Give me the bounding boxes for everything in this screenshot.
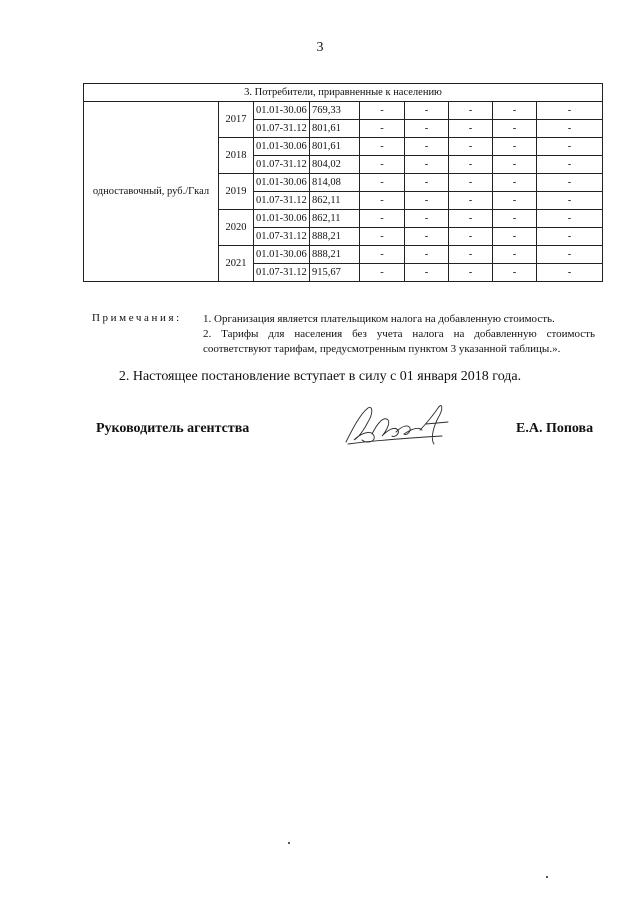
dash-cell: - <box>360 192 405 210</box>
dash-cell: - <box>360 228 405 246</box>
year-cell: 2019 <box>219 174 254 210</box>
year-cell: 2021 <box>219 246 254 282</box>
dash-cell: - <box>493 192 537 210</box>
period-cell: 01.07-31.12 <box>254 228 310 246</box>
dash-cell: - <box>537 102 603 120</box>
dash-cell: - <box>360 156 405 174</box>
dash-cell: - <box>449 264 493 282</box>
dash-cell: - <box>537 174 603 192</box>
value-cell: 801,61 <box>310 120 360 138</box>
dash-cell: - <box>405 210 449 228</box>
notes-label: Примечания: <box>92 312 182 324</box>
period-cell: 01.07-31.12 <box>254 156 310 174</box>
signer-name: Е.А. Попова <box>516 421 594 436</box>
dash-cell: - <box>537 192 603 210</box>
dash-cell: - <box>449 174 493 192</box>
period-cell: 01.01-30.06 <box>254 102 310 120</box>
period-cell: 01.07-31.12 <box>254 120 310 138</box>
value-cell: 915,67 <box>310 264 360 282</box>
dash-cell: - <box>493 174 537 192</box>
dash-cell: - <box>537 228 603 246</box>
dash-cell: - <box>405 102 449 120</box>
period-cell: 01.07-31.12 <box>254 264 310 282</box>
dash-cell: - <box>449 210 493 228</box>
dash-cell: - <box>493 102 537 120</box>
period-cell: 01.01-30.06 <box>254 174 310 192</box>
value-cell: 862,11 <box>310 210 360 228</box>
dash-cell: - <box>493 156 537 174</box>
value-cell: 862,11 <box>310 192 360 210</box>
dash-cell: - <box>405 174 449 192</box>
table-row <box>84 102 603 120</box>
dash-cell: - <box>405 120 449 138</box>
dash-cell: - <box>405 246 449 264</box>
dash-cell: - <box>493 138 537 156</box>
dash-cell: - <box>405 264 449 282</box>
dash-cell: - <box>405 192 449 210</box>
dash-cell: - <box>537 264 603 282</box>
value-cell: 814,08 <box>310 174 360 192</box>
value-cell: 888,21 <box>310 246 360 264</box>
dash-cell: - <box>449 228 493 246</box>
value-cell: 769,33 <box>310 102 360 120</box>
section-title: 3. Потребители, приравненные к населению <box>84 84 603 102</box>
period-cell: 01.07-31.12 <box>254 192 310 210</box>
dash-cell: - <box>493 120 537 138</box>
dash-cell: - <box>360 138 405 156</box>
dash-cell: - <box>360 246 405 264</box>
dash-cell: - <box>405 138 449 156</box>
note-item: 2. Тарифы для населения без учета налога на добавленную стоимость соответствуют тарифам, предусмотренным пунктом 3 указанной таблицы.». <box>203 328 595 355</box>
value-cell: 801,61 <box>310 138 360 156</box>
year-cell: 2018 <box>219 138 254 174</box>
notes-body <box>203 312 595 357</box>
dash-cell: - <box>360 102 405 120</box>
period-cell: 01.01-30.06 <box>254 246 310 264</box>
year-cell: 2020 <box>219 210 254 246</box>
dash-cell: - <box>449 120 493 138</box>
dash-cell: - <box>360 210 405 228</box>
year-cell: 2017 <box>219 102 254 138</box>
signer-title: Руководитель агентства <box>96 421 250 436</box>
dash-cell: - <box>360 174 405 192</box>
dash-cell: - <box>405 156 449 174</box>
dash-cell: - <box>493 264 537 282</box>
tariff-table <box>83 83 603 282</box>
dash-cell: - <box>449 156 493 174</box>
dash-cell: - <box>493 228 537 246</box>
period-cell: 01.01-30.06 <box>254 210 310 228</box>
dash-cell: - <box>449 192 493 210</box>
effective-date-clause: 2. Настоящее постановление вступает в силу с 01 января 2018 года. <box>118 369 522 384</box>
dash-cell: - <box>360 264 405 282</box>
dash-cell: - <box>537 156 603 174</box>
section-header-row <box>84 84 603 102</box>
period-cell: 01.01-30.06 <box>254 138 310 156</box>
scan-speck <box>288 842 290 844</box>
indicator-cell: одноставочный, руб./Гкал <box>84 102 219 282</box>
dash-cell: - <box>537 138 603 156</box>
value-cell: 888,21 <box>310 228 360 246</box>
dash-cell: - <box>449 138 493 156</box>
value-cell: 804,02 <box>310 156 360 174</box>
note-item: 1. Организация является плательщиком налога на добавленную стоимость. <box>203 313 555 325</box>
scan-speck <box>546 876 548 878</box>
dash-cell: - <box>493 246 537 264</box>
signature-mark <box>338 400 458 450</box>
dash-cell: - <box>537 210 603 228</box>
dash-cell: - <box>405 228 449 246</box>
dash-cell: - <box>537 120 603 138</box>
dash-cell: - <box>537 246 603 264</box>
dash-cell: - <box>493 210 537 228</box>
dash-cell: - <box>449 102 493 120</box>
dash-cell: - <box>449 246 493 264</box>
dash-cell: - <box>360 120 405 138</box>
page-number: 3 <box>316 40 324 55</box>
